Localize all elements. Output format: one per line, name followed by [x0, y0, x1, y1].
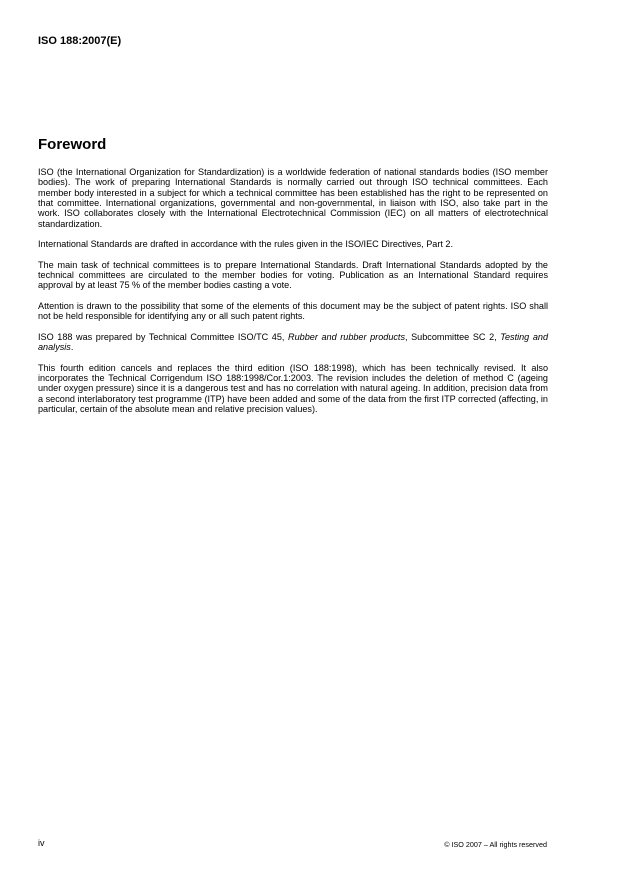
- committee-title: Rubber and rubber products: [288, 331, 405, 342]
- copyright-notice: © ISO 2007 – All rights reserved: [444, 840, 547, 849]
- preparation-text-1: ISO 188 was prepared by Technical Committee ISO/TC 45,: [38, 331, 289, 342]
- paragraph-preparation: [38, 332, 548, 353]
- paragraph-edition-history: This fourth edition cancels and replaces the third edition (ISO 188:1998), which has been technically revised. It also incorporates the Technical Corrigendum ISO 188:1998/Cor.1:2003. The revision includes the deletion of method C (ageing under oxygen pressure) since it is a dangerous test and has no correlation with natural ageing. In addition, precision data from a second interlaboratory test programme (ITP) have been added and some of the data from the first ITP corrected (affecting, in particular, certain of the absolute mean and relative precision values).: [38, 362, 548, 415]
- subcommittee-title: Testing and analysis: [38, 331, 549, 353]
- paragraph-iso-overview: ISO (the International Organization for Standardization) is a worldwide federation of national standards bodies (ISO member bodies). The work of preparing International Standards is normally carried out through ISO technical committees. Each member body interested in a subject for which a technical committee has been established has the right to be represented on that committee. International organizations, governmental and non-governmental, in liaison with ISO, also take part in the work. ISO collaborates closely with the International Electrotechnical Commission (IEC) on all matters of electrotechnical standardization.: [38, 167, 548, 229]
- paragraph-committee-task: The main task of technical committees is to prepare International Standards. Draft International Standards adopted by the technical committees are circulated to the member bodies for voting. Publication as an International Standard requires approval by at least 75 % of the member bodies casting a vote.: [38, 259, 548, 291]
- preparation-text-2: , Subcommittee SC 2,: [405, 331, 501, 342]
- paragraph-drafting-rules: International Standards are drafted in accordance with the rules given in the ISO/IEC Directives, Part 2.: [38, 239, 453, 250]
- preparation-text-3: .: [70, 342, 74, 353]
- paragraph-patent-rights: Attention is drawn to the possibility that some of the elements of this document may be the subject of patent rights. ISO shall not be held responsible for identifying any or all such patent rights.: [38, 301, 548, 322]
- foreword-body: [38, 167, 548, 425]
- page-number: iv: [38, 838, 45, 848]
- section-title: Foreword: [38, 136, 107, 153]
- document-id-header: ISO 188:2007(E): [38, 35, 122, 47]
